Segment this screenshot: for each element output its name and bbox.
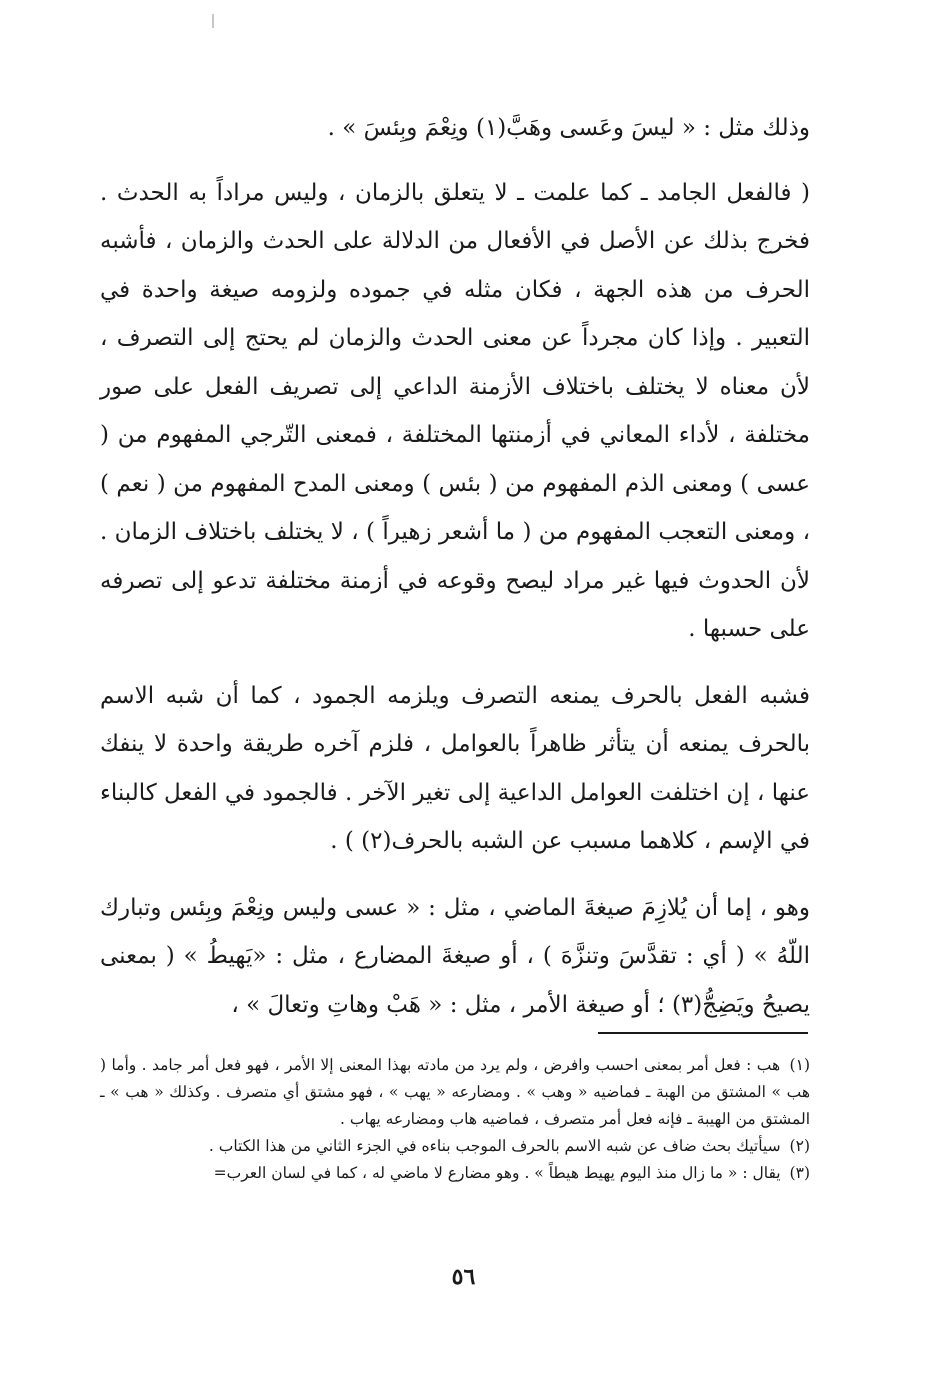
paragraph-3: فشبه الفعل بالحرف يمنعه التصرف ويلزمه الجمود ، كما أن شبه الاسم بالحرف يمنعه أن يتأثر ظاهراً بالعوامل ، فلزم آخره طريقة واحدة لا ينفك عنها ، إن اختلفت العوامل الداعية إلى تغير الآخر . فالجمود في الفعل كالبناء في الإسم ، كلاهما مسبب عن الشبه بالحرف(٢) ) . (100, 682, 810, 854)
main-text (100, 104, 810, 1029)
footnote-2 (100, 1133, 810, 1160)
footnote-3 (100, 1160, 810, 1187)
footnote-separator (598, 1032, 808, 1034)
footnote-text: هب : فعل أمر بمعنى احسب وافرض ، ولم يرد من مادته بهذا المعنى إلا الأمر ، فهو فعل أمر جامد . وأما ( هب » المشتق من الهبة ـ فماضيه « وهب » . ومضارعه « يهب » ، فهو مشتق أي متصرف . وكذلك « هب » ـ المشتق من الهيبة ـ فإنه فعل أمر متصرف ، فماضيه هاب ومضارعه يهاب . (100, 1056, 810, 1128)
footnote-number: (٢) (789, 1137, 810, 1155)
footnote-number: (٣) (789, 1164, 810, 1182)
footnote-1 (100, 1052, 810, 1133)
footnote-text: يقال : « ما زال منذ اليوم يهيط هيطاً » . وهو مضارع لا ماضي له ، كما في لسان العرب= (213, 1164, 781, 1182)
paragraph-1: وذلك مثل : « ليسَ وعَسى وهَبَّ(١) ونِعْمَ وبِئسَ » . (327, 115, 810, 141)
scan-mark (212, 14, 214, 28)
paragraph-2: ( فالفعل الجامد ـ كما علمت ـ لا يتعلق بالزمان ، وليس مراداً به الحدث . فخرج بذلك عن الأصل في الأفعال من الدلالة على الحدث والزمان ، فأشبه الحرف من هذه الجهة ، فكان مثله في جموده ولزومه صيغة واحدة في التعبير . وإذا كان مجرداً عن معنى الحدث والزمان لم يحتج إلى التصرف ، لأن معناه لا يختلف باختلاف الأزمنة الداعي إلى تصريف الفعل على صور مختلفة ، لأداء المعاني في أزمنتها المختلفة ، فمعنى التّرجي المفهوم من ( عسى ) ومعنى الذم المفهوم من ( بئس ) ومعنى المدح المفهوم من ( نعم ) ، ومعنى التعجب المفهوم من ( ما أشعر زهيراً ) ، لا يختلف باختلاف الزمان . لأن الحدوث فيها غير مراد ليصح وقوعه في أزمنة مختلفة تدعو إلى تصرفه على حسبها . (100, 179, 810, 642)
footnote-text: سيأتيك بحث ضاف عن شبه الاسم بالحرف الموجب بناءه في الجزء الثاني من هذا الكتاب . (208, 1137, 781, 1155)
paragraph-4: وهو ، إما أن يُلازِمَ صيغةَ الماضي ، مثل : « عسى وليس ونِعْمَ وبِئس وتبارك اللّهُ » ( أي : تقدَّسَ وتنزَّهَ ) ، أو صيغةَ المضارع ، مثل : «يَهيطُ » ( بمعنى يصيحُ ويَضِجُّ(٣) ؛ أو صيغة الأمر ، مثل : « هَبْ وهاتِ وتعالَ » ، (100, 894, 810, 1018)
page-number: ٥٦ (451, 1264, 476, 1290)
footnotes (100, 1052, 810, 1187)
footnote-number: (١) (789, 1056, 810, 1074)
